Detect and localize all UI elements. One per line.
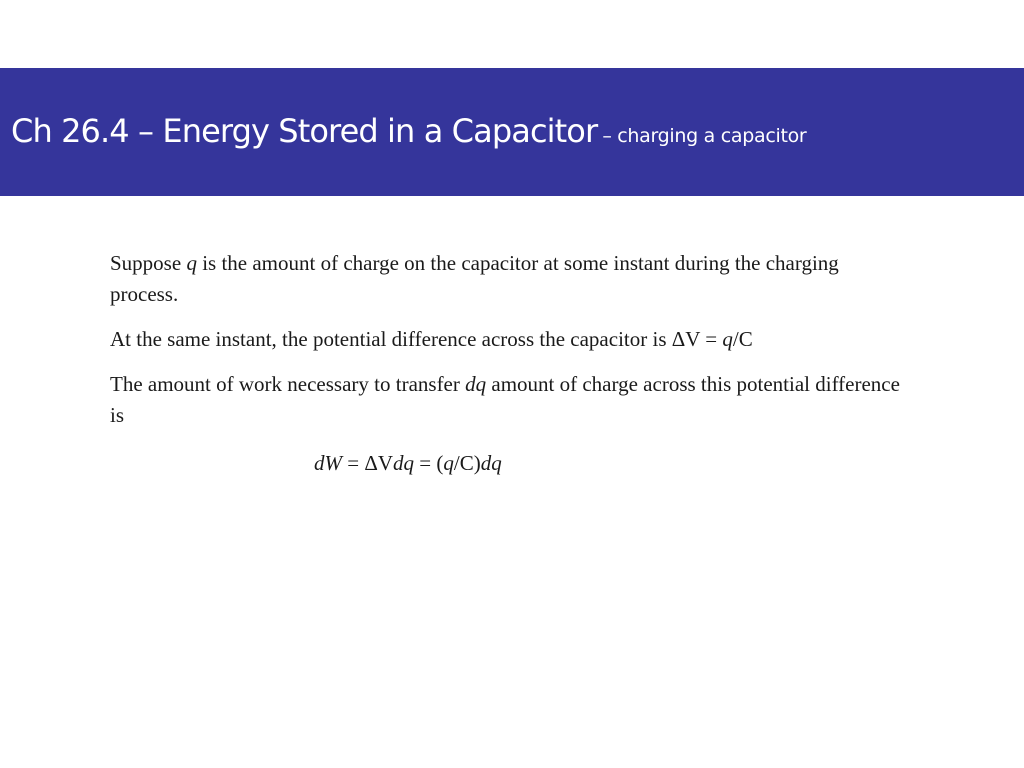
paragraph-text: is the amount of charge on the capacitor at some instant during the charging process. — [110, 251, 839, 306]
body-text — [110, 248, 910, 445]
equation-text: = ΔV — [342, 451, 394, 475]
paragraph-text: /C — [732, 327, 753, 351]
variable-dq: dq — [465, 372, 487, 396]
work-equation — [314, 448, 502, 479]
slide-title — [11, 112, 806, 150]
paragraph-work — [110, 369, 910, 431]
equation-text: = ( — [414, 451, 444, 475]
equation-term: dq — [393, 451, 415, 475]
variable-q: q — [186, 251, 197, 275]
title-main: Ch 26.4 – Energy Stored in a Capacitor — [11, 112, 598, 150]
equation-term: dW — [314, 451, 342, 475]
equation-term: dq — [480, 451, 502, 475]
paragraph-charge — [110, 248, 910, 310]
paragraph-text: At the same instant, the potential difference across the capacitor is ΔV = — [110, 327, 723, 351]
equation-term: q — [443, 451, 454, 475]
title-subtitle: – charging a capacitor — [602, 125, 807, 147]
paragraph-potential — [110, 324, 910, 355]
paragraph-text: Suppose — [110, 251, 187, 275]
paragraph-text: The amount of work necessary to transfer — [110, 372, 466, 396]
variable-q: q — [722, 327, 733, 351]
equation-text: /C) — [453, 451, 481, 475]
paragraph-text: amount of charge across this potential difference is — [110, 372, 900, 427]
